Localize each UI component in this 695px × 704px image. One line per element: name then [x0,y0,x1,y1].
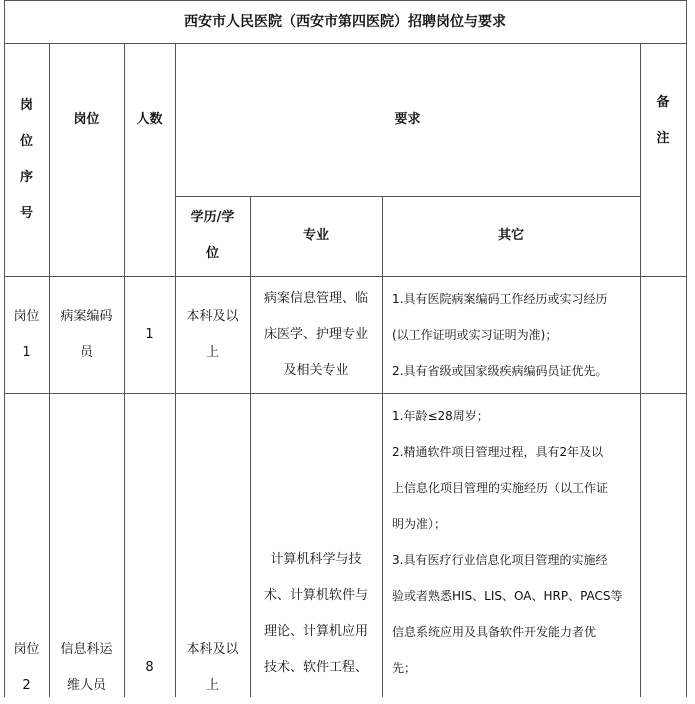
row1-other [382,276,640,393]
row2-other-line: 上信息化项目管理的实施经历（以工作证 [392,481,609,495]
row2-position [49,632,124,704]
header-degree-line: 位 [205,246,219,261]
row2-other-line: 1.年龄≤28周岁； [392,409,489,423]
row2-other-line: 验或者熟悉HIS、LIS、OA、HRP、PACS等 [392,589,623,603]
row1-other-line: 2.具有省级或国家级疾病编码员证优先。 [392,363,608,378]
row2-other-line: 3.具有医疗行业信息化项目管理的实施经 [392,553,608,567]
row2-seq-line: 岗位 [13,642,40,657]
row2-other-line: 信息系统应用及具备软件开发能力者优 [392,625,597,639]
header-remark-char: 备 [656,95,670,110]
row2-major-line: 计算机科学与技 [270,552,362,567]
row1-degree-line: 上 [205,344,219,360]
row2-degree-line: 上 [205,678,219,693]
row2-seq [4,632,49,704]
header-remark [640,43,686,196]
row2-major-line: 理论、计算机应用 [263,624,368,639]
row1-seq [4,276,49,393]
row2-major [250,542,382,702]
row1-major-line: 及相关专业 [283,362,349,378]
header-count: 人数 [136,111,163,127]
header-seq [4,43,49,276]
row2-other-line: 2.精通软件项目管理过程，具有2年及以 [392,445,604,459]
header-position: 岗位 [73,111,100,127]
row2-other-line: 明为准）； [392,517,447,531]
header-seq-char: 位 [19,133,33,149]
row1-seq-line: 岗位 [13,308,40,324]
page-title: 西安市人民医院（西安市第四医院）招聘岗位与要求 [184,13,506,30]
header-requirements: 要求 [394,111,421,127]
row1-degree [175,276,250,393]
row1-degree-line: 本科及以 [186,308,239,324]
row2-position-line: 信息科运 [60,642,113,657]
row1-major-line: 病案信息管理、临 [263,290,368,306]
row1-position-line: 病案编码 [60,308,113,324]
row2-other-line: 先； [392,661,417,675]
header-other: 其它 [497,228,524,243]
row1-position [49,276,124,393]
row2-degree-line: 本科及以 [186,642,239,657]
row1-major [250,276,382,393]
row2-other [382,398,640,697]
row1-major-line: 床医学、护理专业 [263,326,368,342]
header-major: 专业 [302,228,329,243]
row1-other-line: (以工作证明或实习证明为准)； [392,327,558,342]
header-seq-char: 序 [19,169,33,185]
row-divider [4,393,687,394]
row1-seq-line: 1 [22,344,31,360]
row2-major-line: 术、计算机软件与 [263,588,368,603]
row2-count: 8 [145,660,154,675]
header-seq-char: 号 [19,205,33,221]
header-degree-line: 学历/学 [190,210,235,225]
row1-count: 1 [145,326,154,342]
row2-degree [175,632,250,704]
row2-position-line: 维人员 [66,678,106,693]
header-seq-char: 岗 [19,97,33,113]
row1-position-line: 员 [79,344,93,360]
header-degree [175,196,250,276]
table-border [686,0,687,697]
row2-seq-line: 2 [22,678,31,693]
row2-major-line: 技术、软件工程、 [263,660,368,675]
header-remark-char: 注 [656,131,670,146]
row1-other-line: 1.具有医院病案编码工作经历或实习经历 [392,291,608,306]
